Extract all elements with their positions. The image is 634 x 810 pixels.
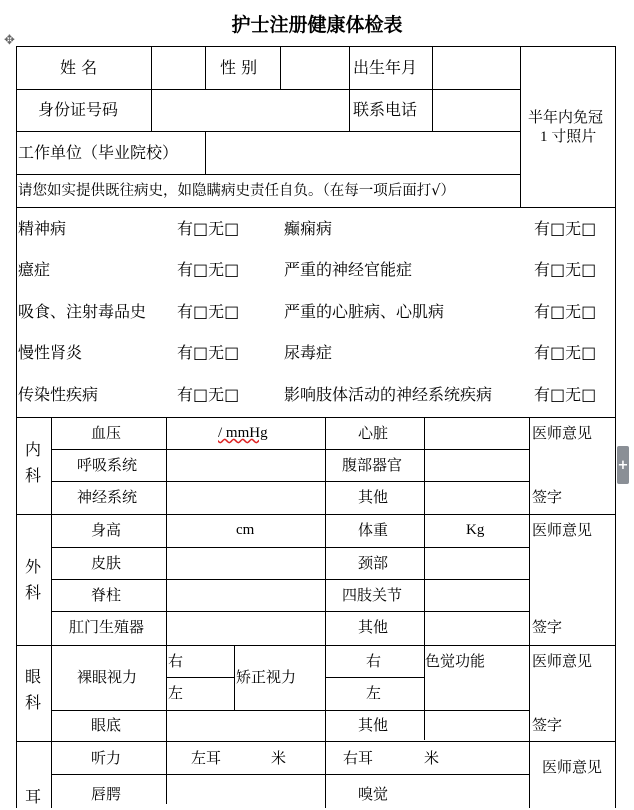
exam-item: 肛门生殖器 <box>69 618 145 636</box>
yes-no-checkbox[interactable]: 有□无□ <box>534 302 597 321</box>
yes-no-checkbox[interactable]: 有□无□ <box>177 219 240 238</box>
doctor-opinion-label: 医师意见 <box>542 758 603 776</box>
doctor-opinion-label: 医师意见 <box>532 424 593 442</box>
exam-item: 脊柱 <box>91 586 122 604</box>
exam-item: 呼吸系统 <box>77 456 138 474</box>
exam-item: 颈部 <box>358 554 389 572</box>
fundus-label: 眼底 <box>91 716 122 734</box>
history-item-left: 精神病 <box>18 219 67 238</box>
history-item-left: 吸食、注射毒品史 <box>18 302 147 321</box>
exam-item: 其他 <box>358 716 389 734</box>
weight-unit: Kg <box>466 522 485 538</box>
exam-item: 身高 <box>91 521 122 539</box>
exam-item: 体重 <box>358 521 389 539</box>
exam-item: 四肢关节 <box>342 586 403 604</box>
yes-no-checkbox[interactable]: 有□无□ <box>534 343 597 362</box>
smell-label: 嗅觉 <box>358 785 389 803</box>
right-eye-label: 右 <box>168 652 184 670</box>
yes-no-checkbox[interactable]: 有□无□ <box>177 385 240 404</box>
dept-label: 眼 科 <box>24 667 41 712</box>
exam-item: 腹部器官 <box>342 456 403 474</box>
history-item-right: 癫痫病 <box>284 219 333 238</box>
right-ear-label: 右耳 <box>343 749 374 767</box>
exam-item: 心脏 <box>358 424 389 442</box>
lip-palate-label: 唇腭 <box>91 785 122 803</box>
dept-label: 耳 <box>24 787 41 806</box>
add-icon[interactable]: + <box>617 446 629 484</box>
left-ear-label: 左耳 <box>191 749 222 767</box>
blood-pressure-unit: / mmHg <box>218 425 268 441</box>
gender-label: 性 别 <box>220 58 258 77</box>
yes-no-checkbox[interactable]: 有□无□ <box>534 385 597 404</box>
yes-no-checkbox[interactable]: 有□无□ <box>177 260 240 279</box>
history-item-right: 严重的神经官能症 <box>284 260 413 279</box>
employer-label: 工作单位（毕业院校） <box>18 143 179 162</box>
move-handle-icon[interactable]: ✥ <box>4 33 15 48</box>
dept-label: 内 科 <box>24 440 41 485</box>
name-label: 姓 名 <box>60 58 98 77</box>
color-vision-label: 色觉功能 <box>425 652 486 670</box>
history-item-right: 影响肢体活动的神经系统疾病 <box>284 385 493 404</box>
history-item-left: 传染性疾病 <box>18 385 99 404</box>
exam-item: 血压 <box>91 424 122 442</box>
page-title: 护士注册健康体检表 <box>231 14 403 36</box>
doctor-opinion-label: 医师意见 <box>532 652 593 670</box>
meter-unit: 米 <box>424 749 440 767</box>
signature-label: 签字 <box>532 716 563 734</box>
right-eye-label: 右 <box>366 652 382 670</box>
photo-placeholder-line1: 半年内免冠 <box>528 108 604 126</box>
hearing-label: 听力 <box>91 749 122 767</box>
dept-label: 外 科 <box>24 557 41 602</box>
exam-item: 神经系统 <box>77 488 138 506</box>
yes-no-checkbox[interactable]: 有□无□ <box>534 219 597 238</box>
signature-label: 签字 <box>532 488 563 506</box>
photo-placeholder-line2: 1 寸照片 <box>540 129 597 145</box>
phone-label: 联系电话 <box>353 100 418 119</box>
left-eye-label: 左 <box>168 684 184 702</box>
yes-no-checkbox[interactable]: 有□无□ <box>177 302 240 321</box>
corrected-vision-label: 矫正视力 <box>236 668 297 686</box>
history-item-left: 慢性肾炎 <box>18 343 83 362</box>
left-eye-label: 左 <box>366 684 382 702</box>
history-item-left: 癔症 <box>18 260 51 279</box>
yes-no-checkbox[interactable]: 有□无□ <box>534 260 597 279</box>
signature-label: 签字 <box>532 618 563 636</box>
yes-no-checkbox[interactable]: 有□无□ <box>177 343 240 362</box>
exam-item: 皮肤 <box>91 554 122 572</box>
exam-item: 其他 <box>358 488 389 506</box>
id-number-label: 身份证号码 <box>38 100 119 119</box>
doctor-opinion-label: 医师意见 <box>532 521 593 539</box>
history-item-right: 严重的心脏病、心肌病 <box>284 302 445 321</box>
meter-unit: 米 <box>271 749 287 767</box>
history-item-right: 尿毒症 <box>284 343 333 362</box>
birth-label: 出生年月 <box>353 58 418 77</box>
exam-item: 其他 <box>358 618 389 636</box>
height-unit: cm <box>236 522 255 538</box>
naked-vision-label: 裸眼视力 <box>77 668 138 686</box>
history-notice: 请您如实提供既往病史，如隐瞒病史责任自负。（在每一项后面打√） <box>18 183 455 199</box>
